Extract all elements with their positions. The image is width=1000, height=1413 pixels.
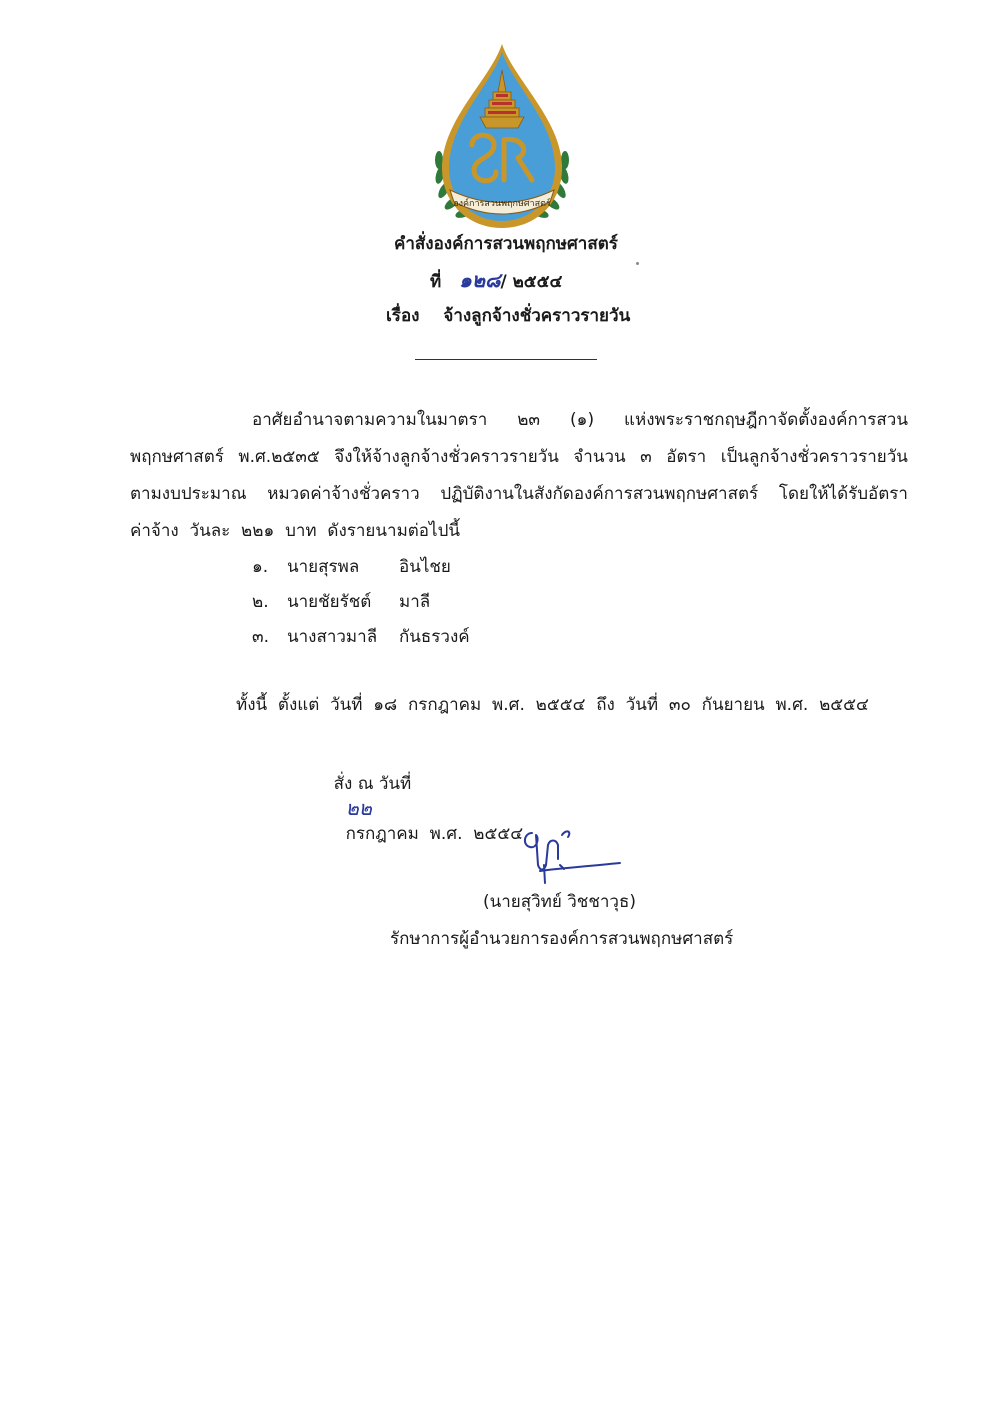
organization-logo [422,40,582,240]
subject-label: เรื่อง [386,306,420,326]
subject-line [386,304,630,328]
body-line-2 [130,445,908,469]
body-line-2-part-6: อัตรา [666,447,707,467]
logo-text: องค์การสวนพฤกษศาสตร์ [453,199,551,209]
employee-2-number: ๒. [252,592,269,612]
employee-2-first-name: นายชัยรัชต์ [287,592,372,612]
employment-period: ทั้งนี้ ตั้งแต่ วันที่ ๑๘ กรกฎาคม พ.ศ. ๒๕๕๔ ถึง วันที่ ๓๐ กันยายน พ.ศ. ๒๕๕๔ [236,695,869,715]
body-line-3 [130,482,908,506]
employee-3-first-name: นางสาวมาลี [287,627,378,647]
issued-date-line [312,748,523,870]
body-line-3-part-2: หมวดค่าจ้างชั่วคราว [267,484,420,504]
body-line-3-part-3: ปฏิบัติงานในสังกัดองค์การสวนพฤกษศาสตร์ [440,484,759,504]
issued-suffix: กรกฎาคม พ.ศ. ๒๕๕๔ [345,824,524,844]
body-line-1-part-2: ๒๓ [517,410,541,430]
employee-2-last-name: มาลี [399,592,431,612]
botanical-garden-emblem-icon [422,40,582,240]
signature [510,825,630,895]
employee-1-first-name: นายสุรพล [287,557,360,577]
order-number-handwritten: ๑๒๘ [459,268,501,292]
body-line-2-part-7: เป็นลูกจ้างชั่วคราวรายวัน [720,447,908,467]
body-line-2-part-3: จึงให้จ้างลูกจ้างชั่วคราวรายวัน [334,447,559,467]
body-line-1-part-4: แห่งพระราชกฤษฎีกาจัดตั้งองค์การสวน [624,410,908,430]
body-line-3-part-1: ตามงบประมาณ [130,484,247,504]
employee-1-number: ๑. [252,557,269,577]
body-line-1-part-1: อาศัยอำนาจตามความในมาตรา [252,410,488,430]
issued-prefix: สั่ง ณ วันที่ [333,774,412,794]
employee-3-last-name: กันธรวงค์ [399,627,470,647]
body-line-2-part-5: ๓ [640,447,652,467]
issued-day-handwritten: ๒๒ [345,796,372,820]
subject-text: จ้างลูกจ้างชั่วคราวรายวัน [443,306,631,326]
body-line-1-part-3: (๑) [570,410,595,430]
stray-mark [636,262,639,265]
order-number-suffix: / ๒๕๕๔ [500,272,563,292]
header-divider [415,359,597,360]
order-number-prefix: ที่ [430,272,442,292]
body-line-2-part-2: พ.ศ.๒๕๓๕ [238,447,320,467]
body-line-4: ค่าจ้าง วันละ ๒๒๑ บาท ดังรายนามต่อไปนี้ [130,521,460,541]
body-line-2-part-4: จำนวน [573,447,626,467]
employee-1-last-name: อินไชย [399,557,451,577]
signatory-position: รักษาการผู้อำนวยการองค์การสวนพฤกษศาสตร์ [390,929,734,949]
order-title: คำสั่งองค์การสวนพฤกษศาสตร์ [394,234,618,254]
body-line-2-part-1: พฤกษศาสตร์ [130,447,224,467]
handwritten-signature-icon [510,825,630,895]
employee-3-number: ๓. [252,627,270,647]
signatory-name: (นายสุวิทย์ วิชชาวุธ) [483,892,636,912]
order-number-line [430,268,562,294]
body-line-3-part-4: โดยให้ได้รับอัตรา [778,484,908,504]
body-line-1 [252,408,908,432]
